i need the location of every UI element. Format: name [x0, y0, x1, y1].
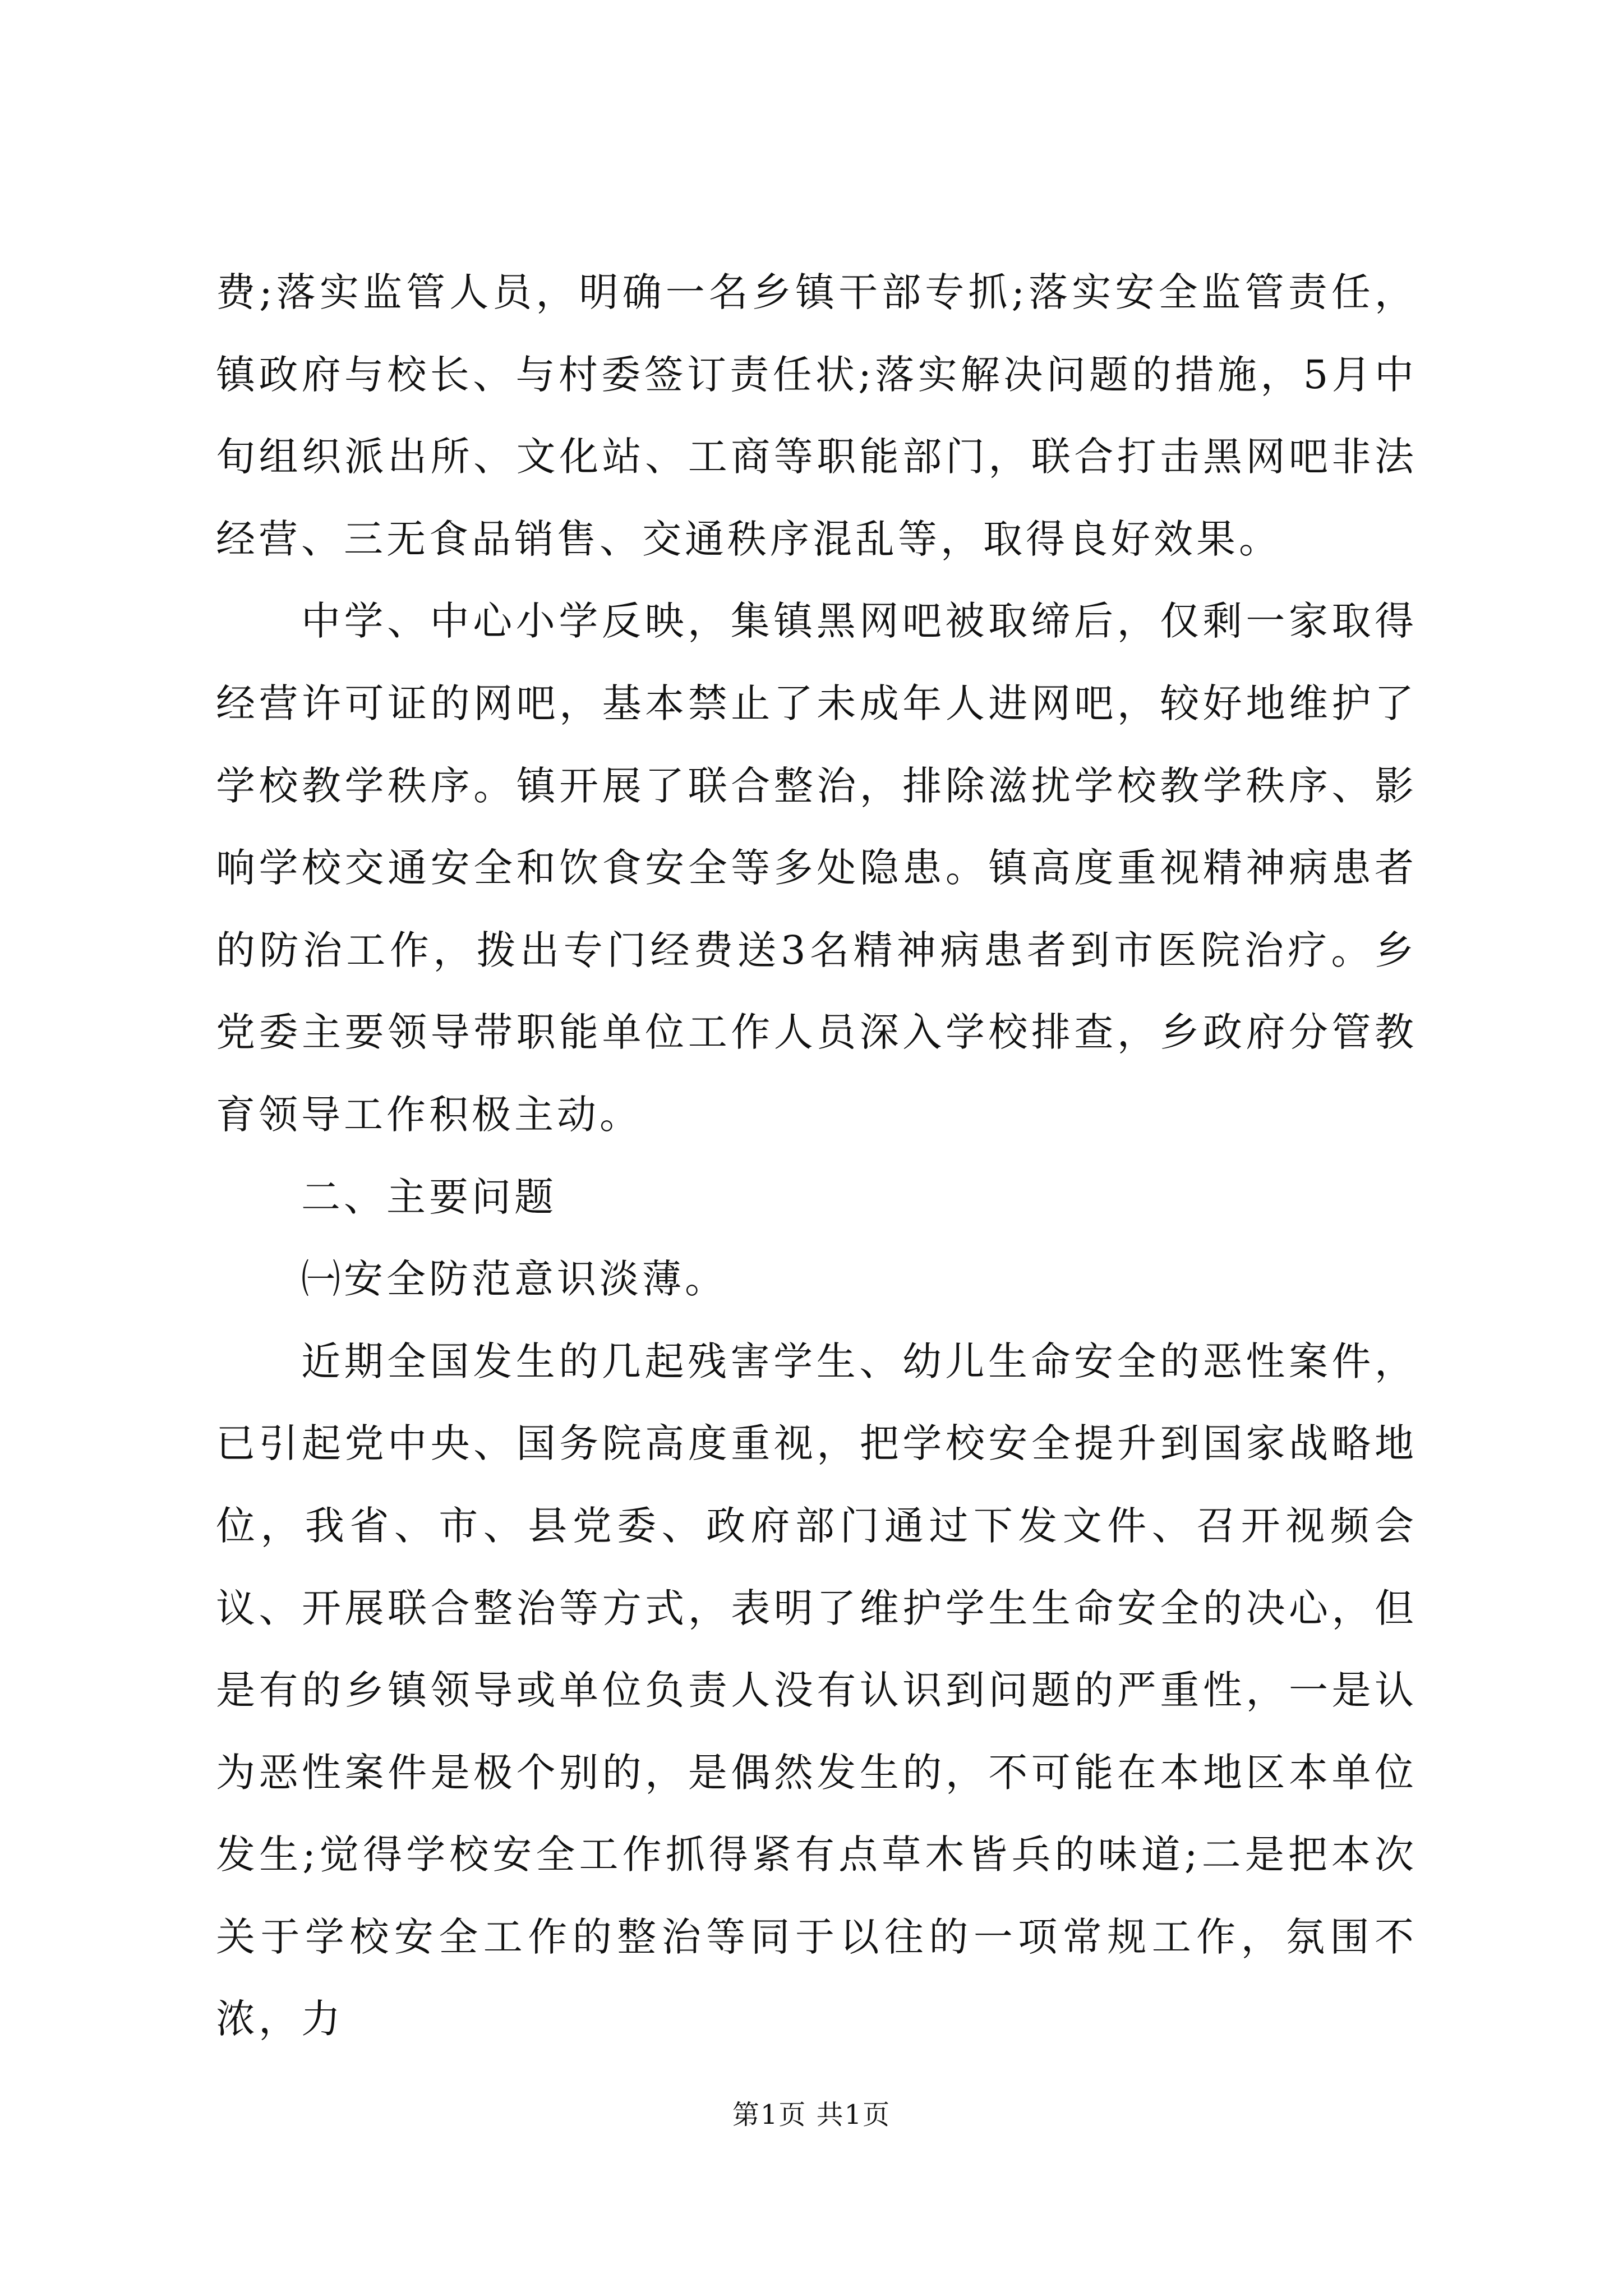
page-footer	[0, 2098, 1623, 2132]
paragraph-1: 费;落实监管人员，明确一名乡镇干部专抓;落实安全监管责任，镇政府与校长、与村委签订责任状;落实解决问题的措施，5月中旬组织派出所、文化站、工商等职能部门，联合打击黑网吧非法经营、三无食品销售、交通秩序混乱等，取得良好效果。	[216, 269, 1417, 562]
document-body	[216, 251, 1417, 2060]
paragraph-2: 中学、中心小学反映，集镇黑网吧被取缔后，仅剩一家取得经营许可证的网吧，基本禁止了未成年人进网吧，较好地维护了学校教学秩序。镇开展了联合整治，排除滋扰学校教学秩序、影响学校交通安全和饮食安全等多处隐患。镇高度重视精神病患者的防治工作，拨出专门经费送3名精神病患者到市医院治疗。乡党委主要领导带职能单位工作人员深入学校排查，乡政府分管教育领导工作积极主动。	[216, 598, 1417, 1138]
page-number-label: 第1页 共1页	[732, 2099, 891, 2131]
paragraph-3: 近期全国发生的几起残害学生、幼儿生命安全的恶性案件，已引起党中央、国务院高度重视，把学校安全提升到国家战略地位，我省、市、县党委、政府部门通过下发文件、召开视频会议、开展联合整治等方式，表明了维护学生生命安全的决心，但是有的乡镇领导或单位负责人没有认识到问题的严重性，一是认为恶性案件是极个别的，是偶然发生的，不可能在本地区本单位发生;觉得学校安全工作抓得紧有点草木皆兵的味道;二是把本次关于学校安全工作的整治等同于以往的一项常规工作，氛围不浓，力	[216, 1338, 1417, 2042]
subsection-heading: ㈠安全防范意识淡薄。	[301, 1256, 727, 1303]
section-heading: 二、主要问题	[301, 1174, 557, 1220]
